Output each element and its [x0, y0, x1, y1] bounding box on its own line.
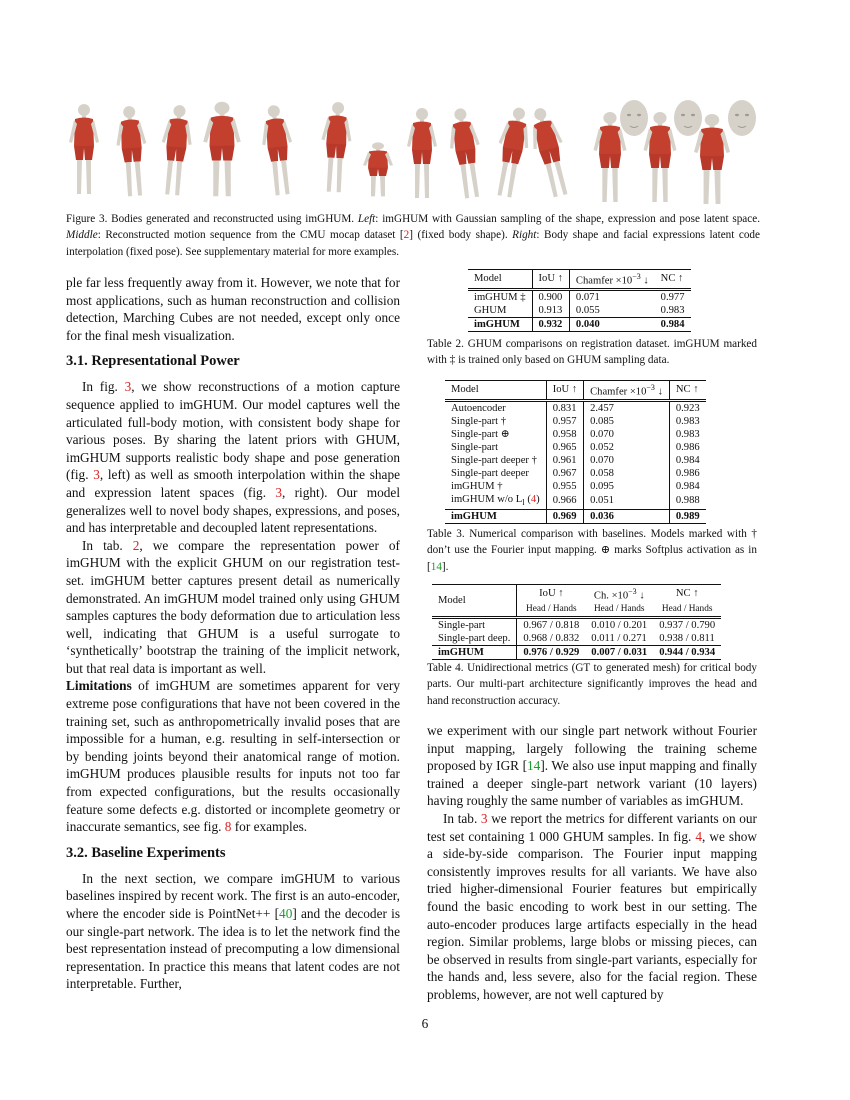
citation-link[interactable]: 14	[527, 758, 541, 774]
paragraph: In tab. 3 we report the metrics for different variants on our test set containing 1 000 GHUM samples. In fig. 4, we show a side-by-side comparison. The Fourier input mapping consistently improves results for all variants. We have also tried higher-dimensional Fourier features but empirically found the basic encoding to work best in our setting. The auto-encoder produces large artifacts especially in the head region. Similar problems, large blobs or missing pieces, can be observed in results from single-part variants, especially for the hands and, less severe, also for the facial region. These problems, however, are not well captured by	[427, 810, 757, 1002]
body-figure	[203, 102, 241, 196]
body-figure	[258, 104, 297, 197]
equation-link[interactable]: 4	[530, 493, 537, 505]
figure-link[interactable]: 4	[695, 828, 702, 844]
table-row: Single-part 0.967 / 0.818 0.010 / 0.201 0.937 / 0.790	[432, 617, 721, 632]
body-figure	[157, 104, 195, 196]
paragraph: we experiment with our single part network without Fourier input mapping, largely following the training scheme proposed by IGR [14]. We also use input mapping and finally trained a deeper single-part network variant (10 layers) having roughly the same number of variables as imGHUM.	[427, 723, 758, 809]
figure-link[interactable]: 3	[275, 484, 282, 500]
body-figure	[407, 108, 437, 198]
body-figure	[445, 106, 487, 199]
table-2-caption: Table 2. GHUM comparisons on registration dataset. imGHUM marked with ‡ is trained only based on GHUM sampling data.	[427, 338, 757, 367]
figure-3-body-renders	[66, 98, 758, 204]
face-render	[674, 100, 702, 136]
table-4: Model IoU ↑ Ch. $\times 10^{-3}$ ↓ NC ↑ Head / Hands Head / Hands Head / Hands Single-part 0.967 / 0.818 0.010 / 0.201 0.937 / 0.790 Single-part deep. 0.968 / 0.832 0.011 / 0.271 0.938 / 0.811 imGHUM 0.976 / 0.929 0.007 / 0.031 0.944 / 0.934	[432, 584, 721, 660]
table-row: GHUM 0.913 0.055 0.983	[468, 304, 691, 318]
body-figure	[363, 142, 393, 196]
body-figure	[644, 112, 677, 202]
table-row: imGHUM 0.969 0.036 0.989	[445, 509, 706, 523]
table-row: imGHUM 0.976 / 0.929 0.007 / 0.031 0.944 / 0.934	[432, 645, 721, 659]
paragraph: In tab. 2, we compare the representation power of imGHUM with the explicit GHUM on our registration test-set. imGHUM better captures present detail as numerically demonstrated. An imGHUM model trained only using GHUM samples captures the body deformation due to articulation less well, indicating that GHUM is a useful surrogate to ‘synthetically’ bootstrap the training of the implicit network, but that real data is important as well.	[66, 537, 400, 676]
table-3: Model IoU ↑ Chamfer $\times 10^{-3}$ ↓ NC ↑ Autoencoder 0.831 2.457 0.923 Single-part † 0.957 0.085 0.983 Single-part ⊕ 0.958 0.070 0.983 Single-part 0.965 0.052 0.986 Single-part deeper † 0.961 0.070 0.984 Single-part deeper 0.967 0.058 0.986 imGHUM † 0.955 0.095 0.984 imGHUM w/o $L_l$ (4) 0.966 0.051 0.988 imGHUM 0.969 0.036 0.989	[445, 380, 706, 524]
citation-link[interactable]: 40	[279, 906, 293, 921]
table-row: Single-part deeper 0.967 0.058 0.986	[445, 467, 706, 480]
table-3-caption: Table 3. Numerical comparison with baselines. Models marked with † don’t use the Fourier input mapping. ⊕ marks Softplus activation as in [14].	[427, 528, 757, 573]
body-figure	[319, 101, 354, 192]
face-render	[728, 100, 756, 136]
table-row: imGHUM ‡ 0.900 0.071 0.977	[468, 289, 691, 304]
citation-link[interactable]: 2	[403, 229, 410, 242]
paragraph: Limitations of imGHUM are sometimes apparent for very extreme pose configurations that have not been covered in the training set, such as anthropometrically invalid poses that are impossible for a human, e.g. resulting in self-intersection or by bending joints beyond their anatomical range of motion. imGHUM produces plausible results for inputs not too far from expected configurations, but the results occasionally feature some defects e.g. distorted or incomplete geometry or inaccurate semantics, see fig. 8 for examples.	[66, 678, 400, 835]
table-2: Model IoU ↑ Chamfer $\times 10^{-3}$ ↓ NC ↑ imGHUM ‡ 0.900 0.071 0.977 GHUM 0.913 0.055 0.983 imGHUM 0.932 0.040 0.984	[468, 269, 691, 332]
paragraph: ple far less frequently away from it. However, we note that for most applications, such as human reconstruction and collision detection, Marching Cubes are not needed, except only once for the final mesh visualization.	[66, 275, 400, 343]
paragraph: In fig. 3, we show reconstructions of a motion capture sequence applied to imGHUM. Our model captures well the articulated full-body motion, with consistent body shape for various poses. By sharing the latent priors with GHUM, imGHUM supports realistic body shape and pose generation (fig. 3, left) as well as smooth interpolation within the shape and expression latent spaces (fig. 3, right). Our model generalizes well to novel body shapes, expressions, and poses, and has interpretable and decoupled latent representations.	[66, 379, 401, 536]
body-figure	[114, 105, 150, 197]
table-row: Single-part deeper † 0.961 0.070 0.984	[445, 454, 706, 467]
body-figure	[69, 104, 99, 194]
table-link[interactable]: 2	[132, 537, 140, 553]
section-heading: 3.2. Baseline Experiments	[66, 844, 226, 861]
table-row: Single-part † 0.957 0.085 0.983	[445, 415, 706, 428]
table-row: Single-part deep. 0.968 / 0.832 0.011 / 0.271 0.938 / 0.811	[432, 632, 721, 646]
section-heading: 3.1. Representational Power	[66, 353, 240, 370]
figure-3-caption: Figure 3. Bodies generated and reconstructed using imGHUM. Left: imGHUM with Gaussian sampling of the shape, expression and pose latent space. Middle: Reconstructed motion sequence from the CMU mocap dataset [2] (fixed body shape). Right: Body shape and facial expressions latent code interpolation (fixed pose). See supplementary material for more examples.	[66, 213, 760, 258]
table-4-caption: Table 4. Unidirectional metrics (GT to generated mesh) for critical body parts. Our multi-part architecture significantly improves the head and hand reconstruction accuracy.	[427, 662, 757, 707]
left-column	[66, 274, 400, 993]
right-column	[427, 722, 757, 1004]
table-row: Single-part ⊕ 0.958 0.070 0.983	[445, 428, 706, 441]
table-row: Autoencoder 0.831 2.457 0.923	[445, 400, 706, 415]
table-row: imGHUM 0.932 0.040 0.984	[468, 317, 691, 331]
table-row: imGHUM w/o $L_l$ (4) 0.966 0.051 0.988	[445, 493, 706, 510]
citation-link[interactable]: 14	[430, 560, 442, 573]
table-row: imGHUM † 0.955 0.095 0.984	[445, 480, 706, 493]
body-figure	[524, 105, 575, 200]
paragraph: In the next section, we compare imGHUM to various baselines inspired by recent work. The first is an auto-encoder, where the encoder side is PointNet++ [40] and the decoder is our single-part network. The idea is to let the network find the best representation instead of precomputing a low dimensional representation. In practice this means that latent codes are not interpretable. Further,	[66, 870, 400, 992]
figure-link[interactable]: 8	[224, 819, 232, 835]
face-render	[620, 100, 648, 136]
body-figure	[490, 105, 535, 199]
figure-link[interactable]: 3	[124, 379, 132, 395]
table-row: Single-part 0.965 0.052 0.986	[445, 441, 706, 454]
table-link[interactable]: 3	[480, 810, 488, 826]
figure-link[interactable]: 3	[93, 467, 100, 483]
page-number: 6	[421, 1016, 429, 1031]
